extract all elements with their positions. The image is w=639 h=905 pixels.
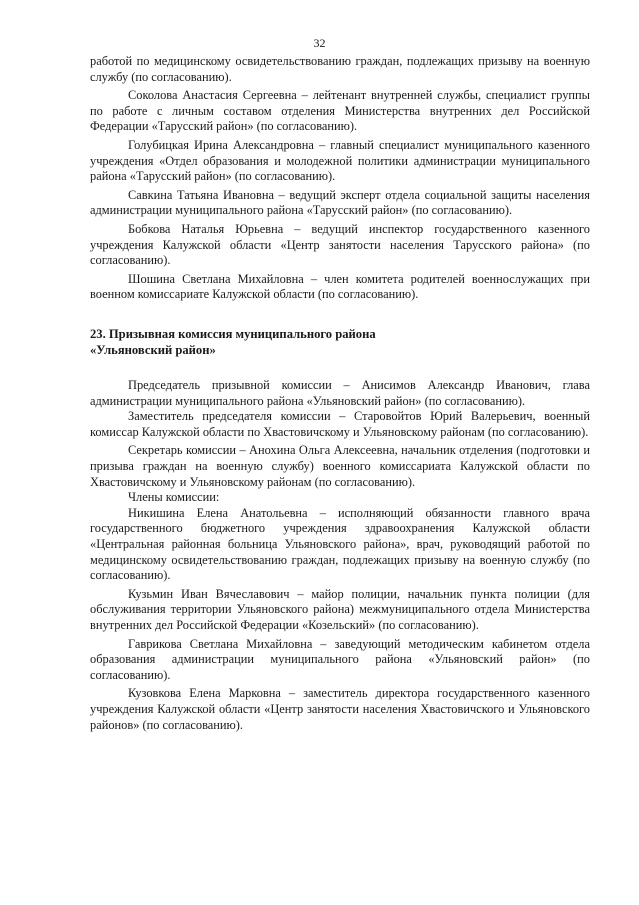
paragraph-member-kuzmin: Кузьмин Иван Вячеславович – майор полиции, начальник пункта полиции (для обслуживания территории Ульяновского района) межмуниципального отдела Министерства внутренних дел Российской Федерации «Козельский» (по согласованию). xyxy=(90,586,590,632)
paragraph-member-bobkova: Бобкова Наталья Юрьевна – ведущий инспектор государственного казенного учреждения Калужской области «Центр занятости населения Тарусского района» (по согласованию). xyxy=(90,221,590,268)
paragraph-secretary: Секретарь комиссии – Анохина Ольга Алексеевна, начальник отделения (подготовки и призыва граждан на военную службу) военного комиссариата Калужской области по Хвастовичскому и Ульяновскому районам (по согласованию). xyxy=(90,443,590,489)
paragraph-members-label: Члены комиссии: xyxy=(128,490,220,505)
paragraph-member-kuzovkova: Кузовкова Елена Марковна – заместитель директора государственного казенного учреждения Калужской области «Центр занятости населения Хвастовичского и Ульяновского районов» (по согласованию). xyxy=(90,686,590,732)
section-heading-line1: 23. Призывная комиссия муниципального района xyxy=(90,326,376,341)
paragraph-deputy-chairman: Заместитель председателя комиссии – Старовойтов Юрий Валерьевич, военный комиссар Калужской области по Хвастовичскому и Ульяновскому районам (по согласованию). xyxy=(90,409,590,439)
paragraph-chairman: Председатель призывной комиссии – Анисимов Александр Иванович, глава администрации муниципального района «Ульяновский район» (по согласованию). xyxy=(90,378,590,408)
document-body xyxy=(90,54,590,733)
paragraph-continuation: работой по медицинскому освидетельствованию граждан, подлежащих призыву на военную службу (по согласованию). xyxy=(90,54,590,84)
paragraph-member-golubitskaya: Голубицкая Ирина Александровна – главный специалист муниципального казенного учреждения «Отдел образования и молодежной политики администрации муниципального района «Тарусский район» (по согласованию). xyxy=(90,137,590,184)
paragraph-member-shoshina: Шошина Светлана Михайловна – член комитета родителей военнослужащих при военном комиссариате Калужской области (по согласованию). xyxy=(90,271,590,302)
section-heading-line2: «Ульяновский район» xyxy=(90,342,216,357)
paragraph-member-sokolova: Соколова Анастасия Сергеевна – лейтенант внутренней службы, специалист группы по работе с личным составом отделения Министерства внутренних дел Российской Федерации «Тарусский район» (по согласованию). xyxy=(90,88,590,134)
page-number: 32 xyxy=(313,36,326,50)
paragraph-member-savkina: Савкина Татьяна Ивановна – ведущий эксперт отдела социальной защиты населения администрации муниципального района «Тарусский район» (по согласованию). xyxy=(90,187,590,218)
paragraph-member-gavrikova: Гаврикова Светлана Михайловна – заведующий методическим кабинетом отдела образования администрации муниципального района «Ульяновский район» (по согласованию). xyxy=(90,636,590,682)
paragraph-member-nikishina: Никишина Елена Анатольевна – исполняющий обязанности главного врача государственного бюджетного учреждения здравоохранения Калужской области «Центральная районная больница Ульяновского района», врач, руководящий работой по медицинскому освидетельствованию граждан, подлежащих призыву на военную службу (по согласованию). xyxy=(90,505,590,583)
